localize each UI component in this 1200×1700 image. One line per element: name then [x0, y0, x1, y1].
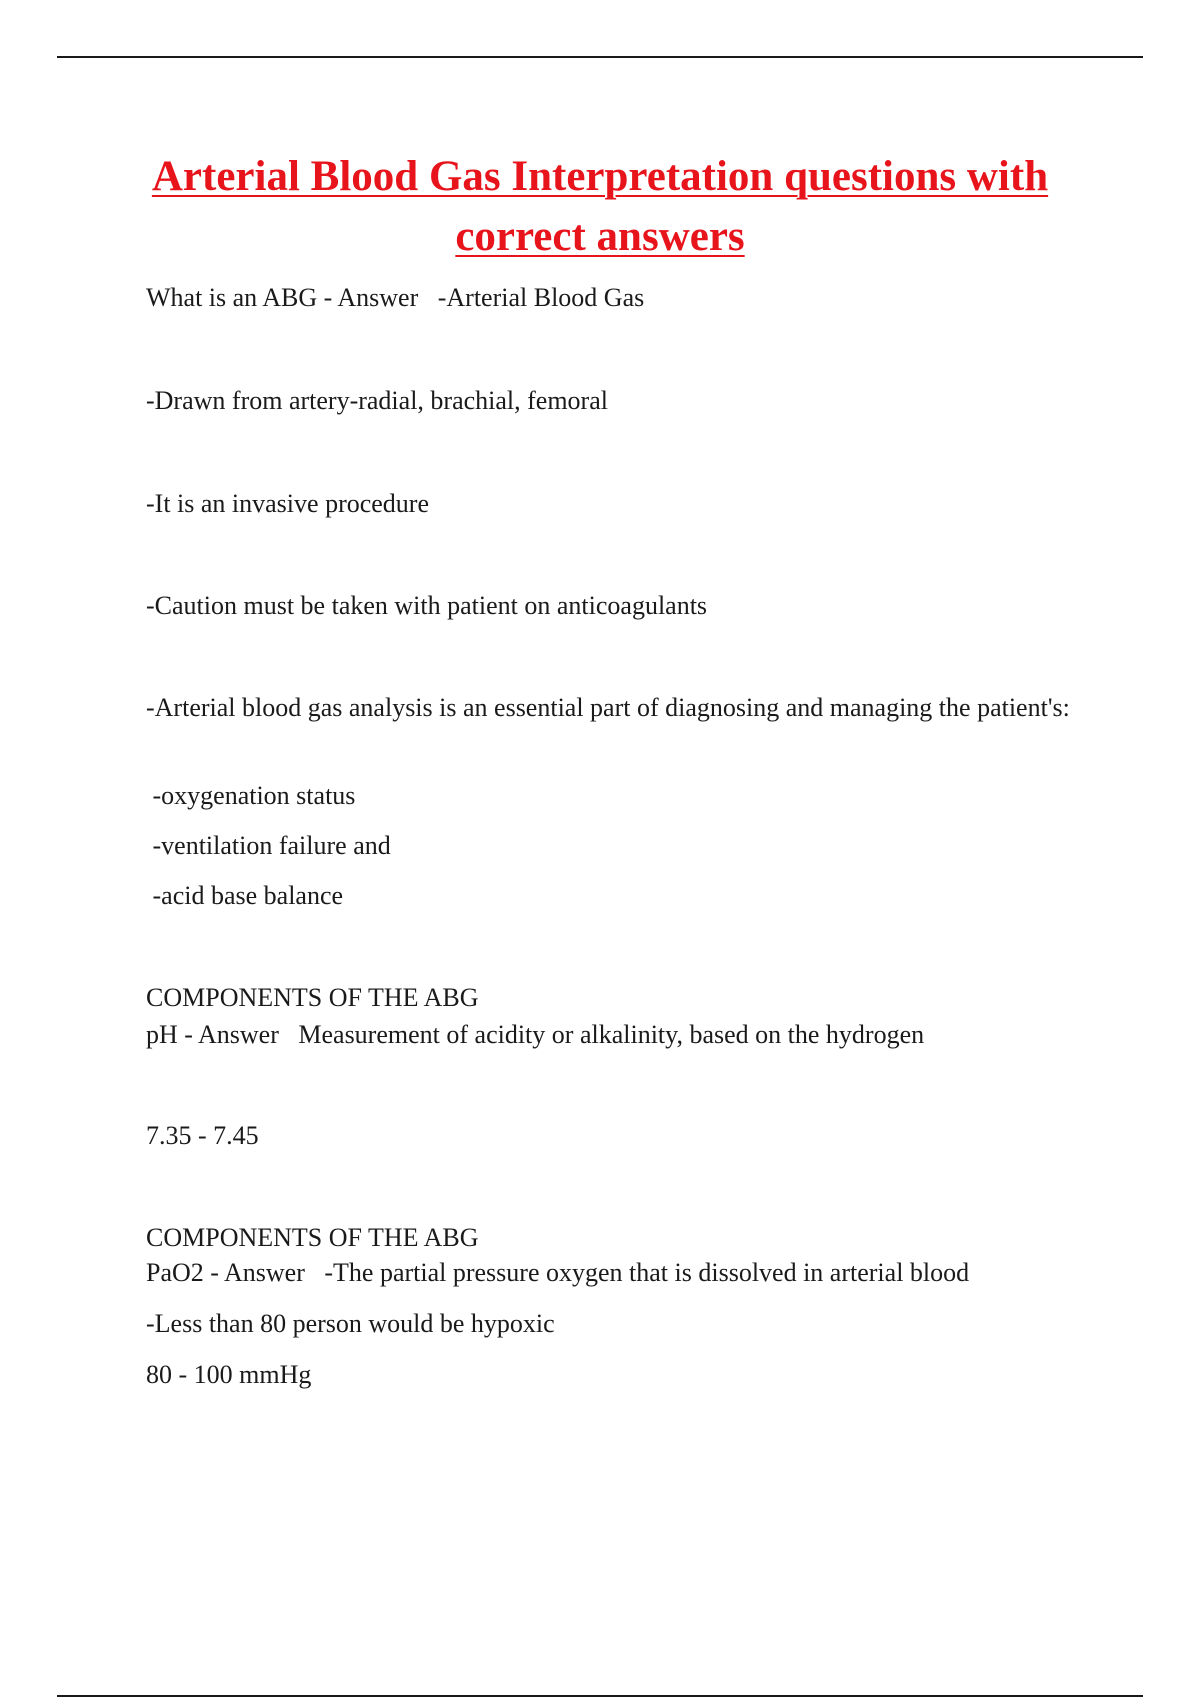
qa-line: What is an ABG - Answer -Arterial Blood Gas — [146, 283, 645, 312]
qa-line: PaO2 - Answer -The partial pressure oxygen that is dissolved in arterial blood — [146, 1258, 970, 1287]
list-item: -acid base balance — [146, 881, 344, 910]
qa-value: 7.35 - 7.45 — [146, 1121, 259, 1150]
qa-line: pH - Answer Measurement of acidity or alkalinity, based on the hydrogen — [146, 1020, 925, 1049]
section-heading: COMPONENTS OF THE ABG — [146, 1223, 479, 1252]
qa-value: 80 - 100 mmHg — [146, 1360, 312, 1389]
section-heading: COMPONENTS OF THE ABG — [146, 983, 479, 1012]
top-divider — [57, 56, 1143, 58]
bottom-divider — [57, 1695, 1143, 1697]
list-item: -ventilation failure and — [146, 831, 391, 860]
qa-line: -Drawn from artery-radial, brachial, femoral — [146, 386, 608, 415]
qa-line: -Caution must be taken with patient on anticoagulants — [146, 591, 708, 620]
qa-line: -It is an invasive procedure — [146, 489, 430, 518]
qa-paragraph: -Arterial blood gas analysis is an essential part of diagnosing and managing the patient's: — [146, 693, 1070, 722]
document-title: Arterial Blood Gas Interpretation questions with correct answers — [151, 153, 1049, 260]
list-item: -oxygenation status — [146, 781, 356, 810]
qa-line: -Less than 80 person would be hypoxic — [146, 1309, 555, 1338]
